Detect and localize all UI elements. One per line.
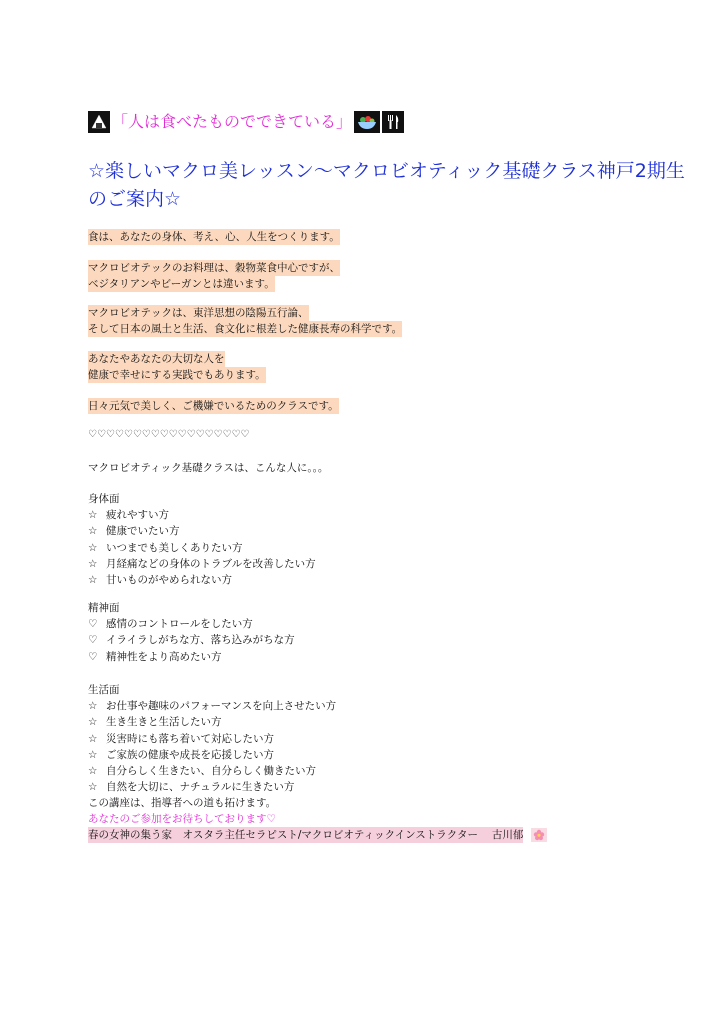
intro-paragraph <box>88 260 340 292</box>
hearts-divider: ♡♡♡♡♡♡♡♡♡♡♡♡♡♡♡♡♡♡ <box>88 429 250 440</box>
list-item: ☆ お仕事や趣味のパフォーマンスを向上させたい方 <box>88 698 336 714</box>
list-item: ♡ 精神性をより高めたい方 <box>88 649 295 665</box>
header-quote: 「人は食べたものでできている」 <box>112 112 353 131</box>
list-item: ☆ 自然を大切に、ナチュラルに生きたい方 <box>88 779 336 795</box>
instructor-note: この講座は、指導者への道も拓けます。 <box>88 797 277 809</box>
list-item: ☆ 災害時にも落ち着いて対応したい方 <box>88 731 336 747</box>
header-line <box>88 109 404 135</box>
intro-line: あなたやあなたの大切な人を <box>88 353 225 365</box>
list-item: ☆ 甘いものがやめられない方 <box>88 572 316 588</box>
salad-icon <box>354 111 380 133</box>
invitation-text: あなたのご参加をお待ちしております♡ <box>88 813 276 825</box>
list-item: ☆ 疲れやすい方 <box>88 507 316 523</box>
section-heading: 生活面 <box>88 684 120 696</box>
section-lifestyle <box>88 682 336 795</box>
intro-line: ベジタリアンやビーガンとは違います。 <box>88 278 275 290</box>
star-icon: ☆ <box>88 541 98 554</box>
signature-line <box>88 827 547 843</box>
heart-icon: ♡ <box>88 618 98 631</box>
target-intro: マクロビオティック基礎クラスは、こんな人に。。。 <box>88 462 329 474</box>
fork-knife-icon <box>382 111 404 133</box>
list-item: ☆ 健康でいたい方 <box>88 523 316 539</box>
heart-icon: ♡ <box>88 650 98 663</box>
intro-paragraph <box>88 229 340 245</box>
star-icon: ☆ <box>88 765 98 778</box>
star-icon: ☆ <box>88 700 98 713</box>
intro-line: 食は、あなたの身体、考え、心、人生をつくります。 <box>88 231 340 243</box>
intro-line: そして日本の風土と生活、食文化に根差した健康長寿の科学です。 <box>88 323 403 335</box>
section-physical <box>88 491 316 588</box>
list-item: ☆ 生き生きと生活したい方 <box>88 714 336 730</box>
star-icon: ☆ <box>88 525 98 538</box>
star-icon: ☆ <box>88 557 98 570</box>
signature-text: 春の女神の集う家 オスタラ主任セラピスト/マクロビオティックインストラクター 古川郁 <box>88 829 524 841</box>
list-item: ☆ いつまでも美しくありたい方 <box>88 540 316 556</box>
onigiri-icon <box>88 111 110 133</box>
closing-block <box>88 795 547 843</box>
list-item: ♡ 感情のコントロールをしたい方 <box>88 616 295 632</box>
heart-icon: ♡ <box>88 634 98 647</box>
star-icon: ☆ <box>88 509 98 522</box>
page-title: ☆楽しいマクロ美レッスン～マクロビオティック基礎クラス神戸2期生のご案内☆ <box>88 160 685 210</box>
flower-icon <box>531 828 547 842</box>
star-icon: ☆ <box>88 574 98 587</box>
star-icon: ☆ <box>88 716 98 729</box>
section-heading: 精神面 <box>88 602 120 614</box>
intro-line: 健康で幸せにする実践でもあります。 <box>88 369 266 381</box>
intro-paragraph <box>88 398 339 414</box>
intro-line: マクロビオテックは、東洋思想の陰陽五行論、 <box>88 307 309 319</box>
intro-paragraph <box>88 305 402 337</box>
list-item: ♡ イライラしがちな方、落ち込みがちな方 <box>88 632 295 648</box>
section-mental <box>88 600 295 665</box>
star-icon: ☆ <box>88 781 98 794</box>
section-heading: 身体面 <box>88 493 120 505</box>
list-item: ☆ 自分らしく生きたい、自分らしく働きたい方 <box>88 763 336 779</box>
star-icon: ☆ <box>88 732 98 745</box>
list-item: ☆ 月経痛などの身体のトラブルを改善したい方 <box>88 556 316 572</box>
intro-line: マクロビオテックのお料理は、穀物菜食中心ですが、 <box>88 262 340 274</box>
intro-line: 日々元気で美しく、ご機嫌でいるためのクラスです。 <box>88 400 339 412</box>
intro-paragraph <box>88 351 266 383</box>
list-item: ☆ ご家族の健康や成長を応援したい方 <box>88 747 336 763</box>
star-icon: ☆ <box>88 748 98 761</box>
